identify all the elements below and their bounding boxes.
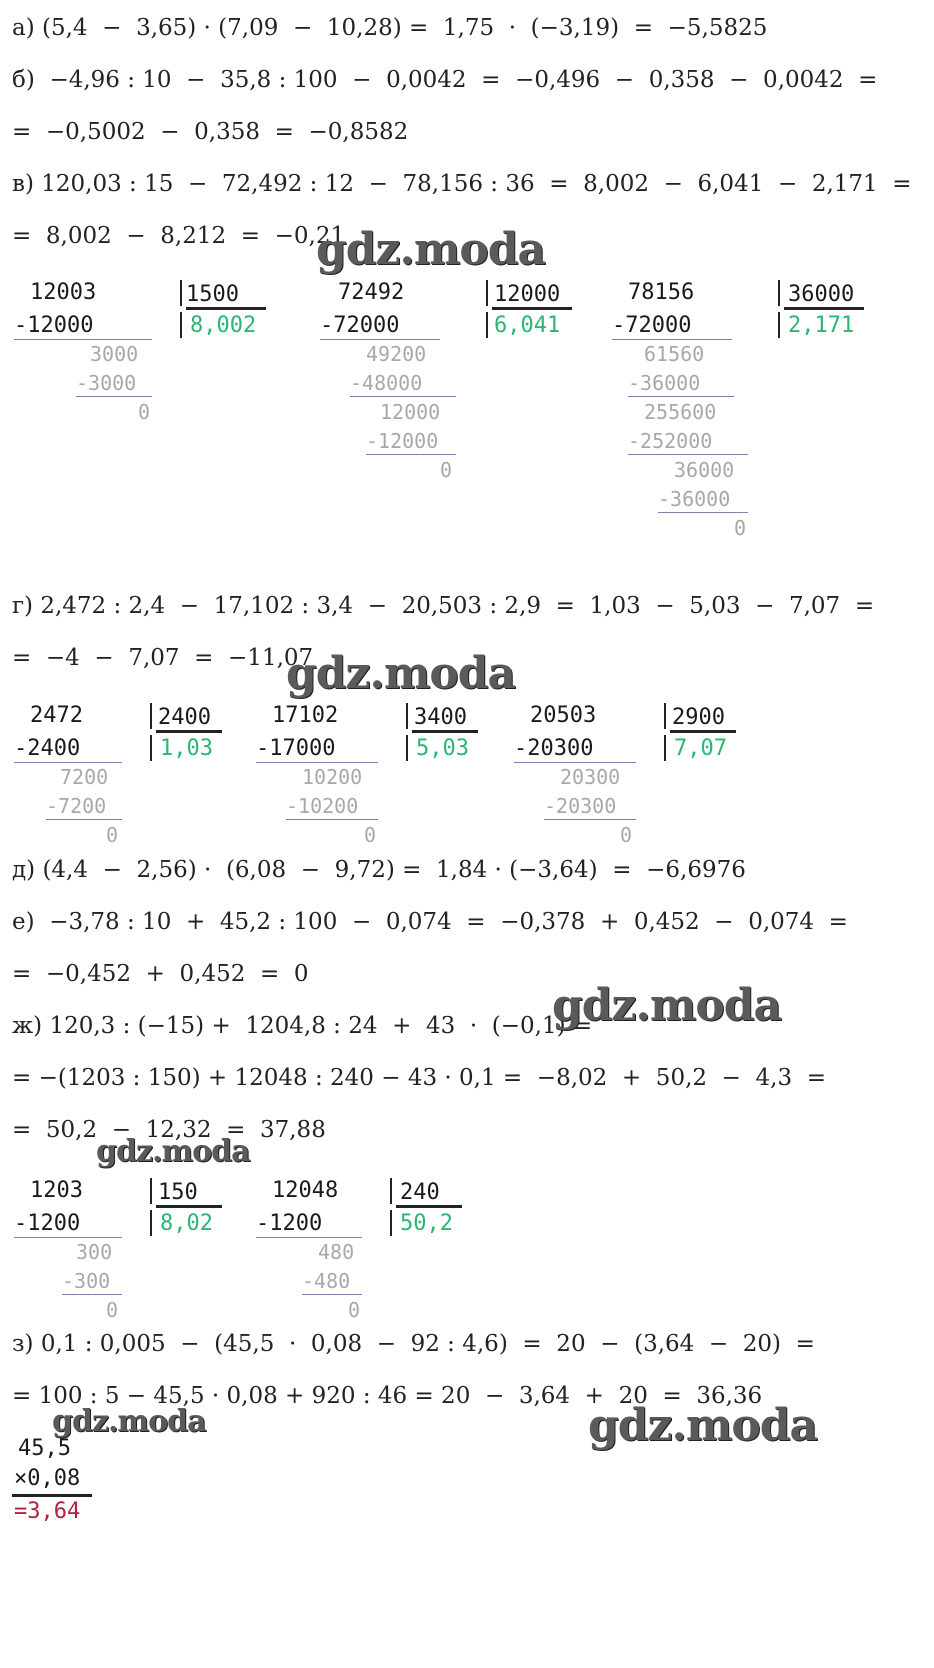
step: -2400 xyxy=(14,736,81,761)
divisor-underline xyxy=(156,730,222,733)
quotient: 1,03 xyxy=(160,736,213,761)
line-g2: = −4 − 7,07 = −11,07 xyxy=(12,645,314,671)
division-bar xyxy=(664,703,666,729)
divisor: 12000 xyxy=(494,282,561,307)
dividend: 2472 xyxy=(30,703,83,728)
step: -72000 xyxy=(612,313,692,338)
division-bar xyxy=(390,1178,392,1204)
step: -48000 xyxy=(350,371,423,395)
divisor: 2900 xyxy=(672,705,725,730)
dividend: 17102 xyxy=(272,703,339,728)
step-line xyxy=(544,819,636,820)
factor-b: ×0,08 xyxy=(14,1466,81,1491)
step-line xyxy=(320,339,440,340)
step-line xyxy=(76,396,152,397)
step: -10200 xyxy=(286,794,359,818)
step-line xyxy=(628,396,734,397)
step-line xyxy=(366,454,456,455)
line-b1: б) −4,96 : 10 − 35,8 : 100 − 0,0042 = −0,496 − 0,358 − 0,0042 = xyxy=(12,67,878,93)
division-bar xyxy=(406,735,408,761)
watermark-logo: gdz.moda xyxy=(552,980,782,1031)
division-bar xyxy=(778,280,780,306)
step-line xyxy=(350,396,456,397)
step: -12000 xyxy=(14,313,94,338)
step: 7200 xyxy=(60,765,109,789)
division-bar xyxy=(406,703,408,729)
step: 300 xyxy=(76,1240,113,1264)
step: -7200 xyxy=(46,794,107,818)
step: -12000 xyxy=(366,429,439,453)
step: 12000 xyxy=(380,400,441,424)
step-line xyxy=(256,1237,362,1238)
divisor-underline xyxy=(784,307,864,310)
step: 36000 xyxy=(674,458,735,482)
step: 0 xyxy=(106,1298,119,1322)
factor-a: 45,5 xyxy=(18,1436,71,1461)
step: -36000 xyxy=(658,487,731,511)
step: 0 xyxy=(734,516,747,540)
quotient: 6,041 xyxy=(494,313,561,338)
step: 20300 xyxy=(560,765,621,789)
line-e1: е) −3,78 : 10 + 45,2 : 100 − 0,074 = −0,378 + 0,452 − 0,074 = xyxy=(12,909,848,935)
watermark-logo: gdz.moda xyxy=(52,1404,206,1439)
divisor-underline xyxy=(492,307,572,310)
division-bar xyxy=(150,735,152,761)
step: 0 xyxy=(138,400,151,424)
dividend: 72492 xyxy=(338,280,405,305)
step: -300 xyxy=(62,1269,111,1293)
step: -20300 xyxy=(514,736,594,761)
divisor-underline xyxy=(670,730,736,733)
step-line xyxy=(256,762,378,763)
quotient: 50,2 xyxy=(400,1211,453,1236)
line-z2: = 100 : 5 − 45,5 · 0,08 + 920 : 46 = 20 − 3,64 + 20 = 36,36 xyxy=(12,1383,763,1409)
line-a: а) (5,4 − 3,65) · (7,09 − 10,28) = 1,75 · (−3,19) = −5,5825 xyxy=(12,15,768,41)
step-line xyxy=(14,762,122,763)
step-line xyxy=(658,512,748,513)
step-line xyxy=(46,819,122,820)
watermark-logo: gdz.moda xyxy=(588,1400,818,1451)
division-bar xyxy=(150,1210,152,1236)
dividend: 20503 xyxy=(530,703,597,728)
step: 0 xyxy=(348,1298,361,1322)
line-d: д) (4,4 − 2,56) · (6,08 − 9,72) = 1,84 · (−3,64) = −6,6976 xyxy=(12,857,746,883)
step: 0 xyxy=(106,823,119,847)
division-bar xyxy=(778,312,780,338)
divisor-underline xyxy=(396,1205,462,1208)
division-bar xyxy=(486,280,488,306)
division-bar xyxy=(486,312,488,338)
step: -72000 xyxy=(320,313,400,338)
divisor: 240 xyxy=(400,1180,440,1205)
step: 0 xyxy=(440,458,453,482)
step: 255600 xyxy=(644,400,717,424)
step-line xyxy=(62,1294,122,1295)
step: -36000 xyxy=(628,371,701,395)
line-zh3: = 50,2 − 12,32 = 37,88 xyxy=(12,1117,326,1143)
division-bar xyxy=(180,280,182,306)
line-b2: = −0,5002 − 0,358 = −0,8582 xyxy=(12,119,409,145)
step-line xyxy=(612,339,732,340)
product: =3,64 xyxy=(14,1499,81,1524)
quotient: 8,002 xyxy=(190,313,257,338)
step: -20300 xyxy=(544,794,617,818)
division-bar xyxy=(180,312,182,338)
quotient: 5,03 xyxy=(416,736,469,761)
step: 3000 xyxy=(90,342,139,366)
watermark-logo: gdz.moda xyxy=(286,648,516,699)
division-bar xyxy=(150,1178,152,1204)
dividend: 12003 xyxy=(30,280,97,305)
quotient: 7,07 xyxy=(674,736,727,761)
divisor-underline xyxy=(156,1205,222,1208)
line-zh2: = −(1203 : 150) + 12048 : 240 − 43 · 0,1 = −8,02 + 50,2 − 4,3 = xyxy=(12,1065,827,1091)
step: 0 xyxy=(620,823,633,847)
dividend: 1203 xyxy=(30,1178,83,1203)
step-line xyxy=(302,1294,362,1295)
quotient: 8,02 xyxy=(160,1211,213,1236)
product-underline xyxy=(12,1494,92,1497)
step: -480 xyxy=(302,1269,351,1293)
step: 49200 xyxy=(366,342,427,366)
step-line xyxy=(514,762,636,763)
divisor-underline xyxy=(412,730,478,733)
divisor: 2400 xyxy=(158,705,211,730)
step: -1200 xyxy=(14,1211,81,1236)
step-line xyxy=(628,454,748,455)
dividend: 78156 xyxy=(628,280,695,305)
step-line xyxy=(14,1237,122,1238)
division-bar xyxy=(390,1210,392,1236)
step: -252000 xyxy=(628,429,713,453)
step: -1200 xyxy=(256,1211,323,1236)
divisor-underline xyxy=(186,307,266,310)
quotient: 2,171 xyxy=(788,313,855,338)
line-e2: = −0,452 + 0,452 = 0 xyxy=(12,961,309,987)
line-v2: = 8,002 − 8,212 = −0,21 xyxy=(12,223,346,249)
divisor: 3400 xyxy=(414,705,467,730)
step: -3000 xyxy=(76,371,137,395)
division-bar xyxy=(664,735,666,761)
watermark-logo: gdz.moda xyxy=(96,1134,250,1169)
divisor: 1500 xyxy=(186,282,239,307)
step-line xyxy=(14,339,152,340)
line-z1: з) 0,1 : 0,005 − (45,5 · 0,08 − 92 : 4,6) = 20 − (3,64 − 20) = xyxy=(12,1331,815,1357)
step: -17000 xyxy=(256,736,336,761)
step: 0 xyxy=(364,823,377,847)
dividend: 12048 xyxy=(272,1178,339,1203)
line-v1: в) 120,03 : 15 − 72,492 : 12 − 78,156 : 36 = 8,002 − 6,041 − 2,171 = xyxy=(12,171,912,197)
watermark-logo: gdz.moda xyxy=(316,224,546,275)
step: 61560 xyxy=(644,342,705,366)
step: 480 xyxy=(318,1240,355,1264)
line-zh1: ж) 120,3 : (−15) + 1204,8 : 24 + 43 · (−0,1) = xyxy=(12,1013,593,1039)
line-g1: г) 2,472 : 2,4 − 17,102 : 3,4 − 20,503 : 2,9 = 1,03 − 5,03 − 7,07 = xyxy=(12,593,875,619)
divisor: 36000 xyxy=(788,282,855,307)
division-bar xyxy=(150,703,152,729)
step-line xyxy=(286,819,378,820)
divisor: 150 xyxy=(158,1180,198,1205)
step: 10200 xyxy=(302,765,363,789)
